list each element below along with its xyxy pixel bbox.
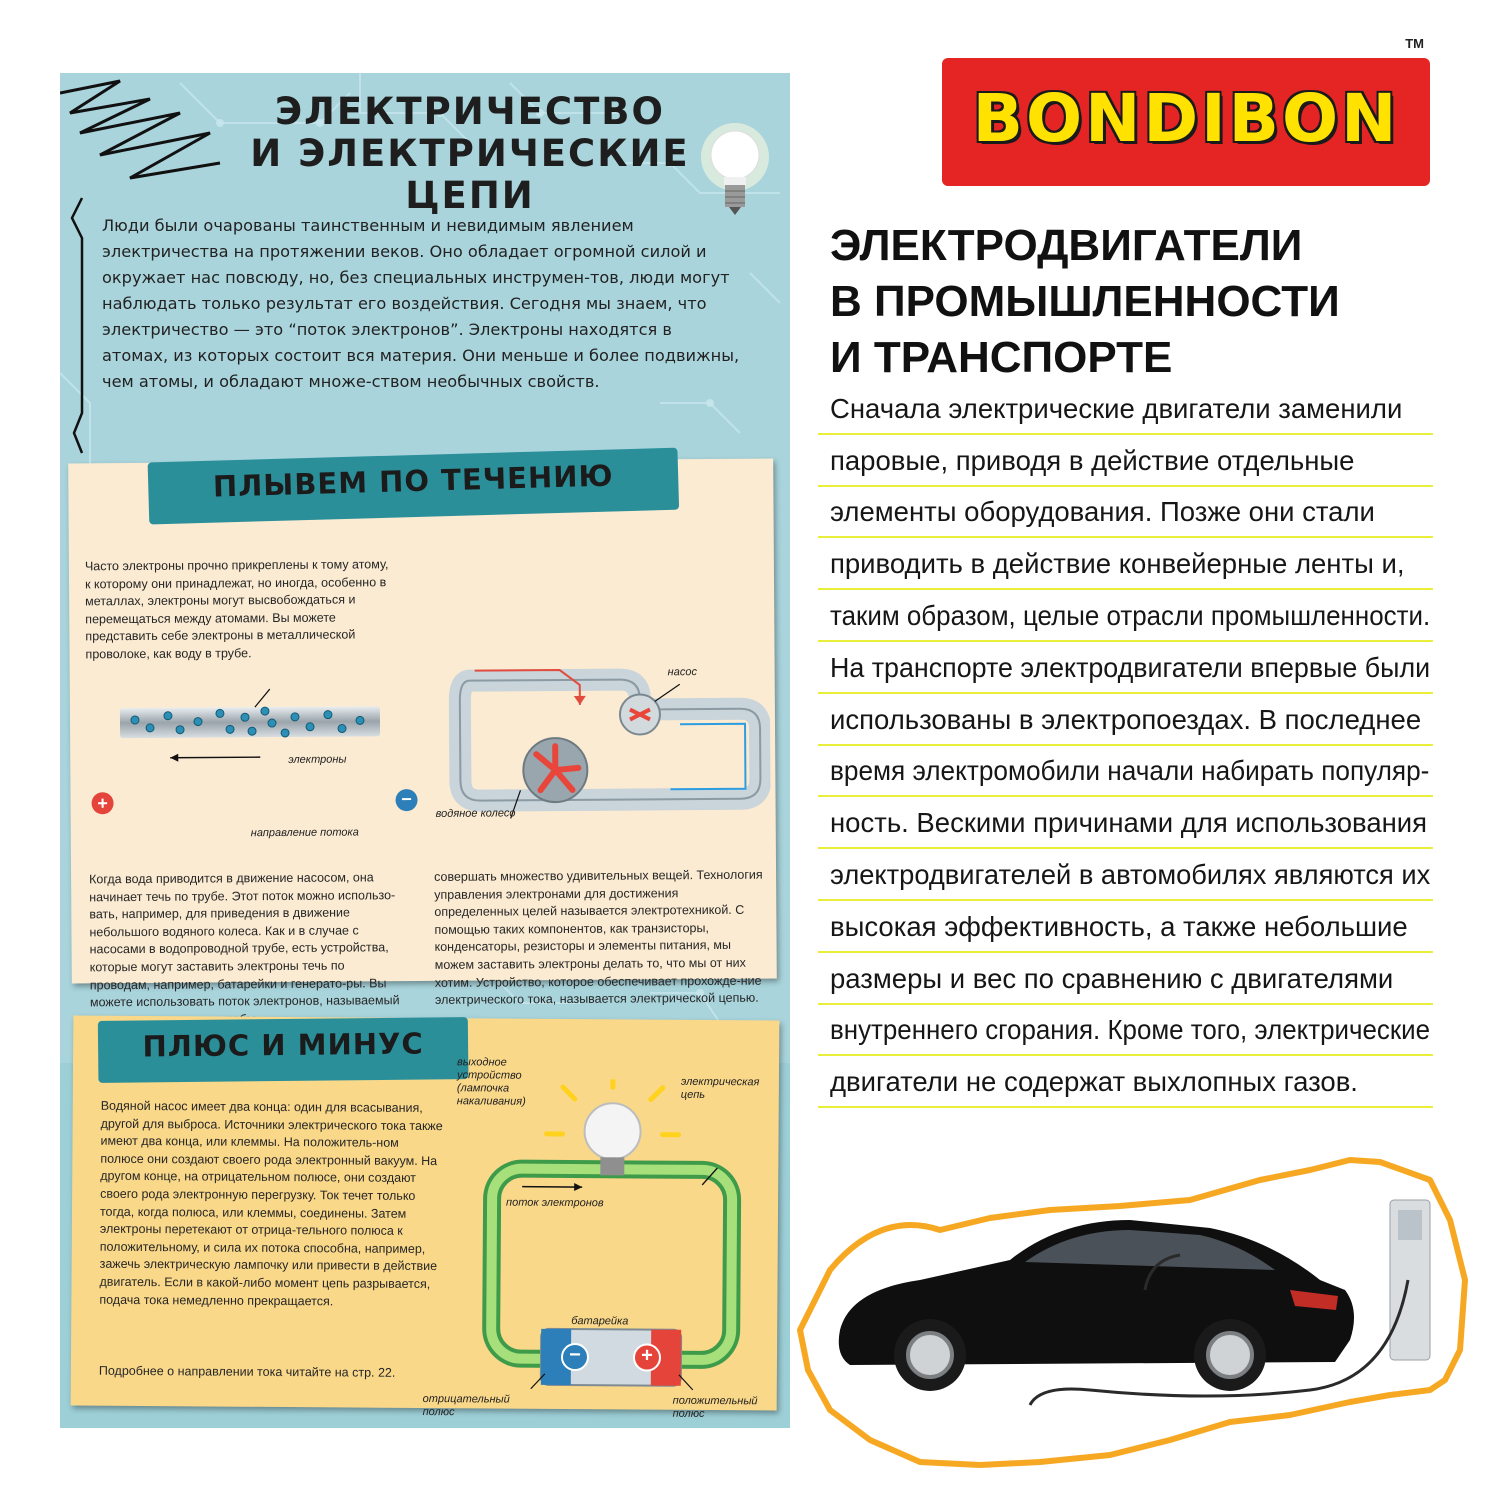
- electron-wire-diagram: [80, 676, 421, 768]
- article-body: [818, 383, 1433, 1108]
- circuit-loop-diagram: [461, 1075, 773, 1400]
- article-line-text: внутреннего сгорания. Кроме того, электрические: [830, 1014, 1431, 1046]
- label-output-device: выходное устройство (лампочка накаливания): [456, 1056, 526, 1108]
- label-electric-circuit: электрическая цепь: [680, 1075, 760, 1101]
- section-banner-plus-minus: [98, 1017, 469, 1083]
- plus-sign: +: [97, 793, 108, 814]
- article-line-text: использованы в электропоездах. В последнее: [830, 703, 1422, 735]
- article-line-text: размеры и вес по сравнению с двигателями: [830, 962, 1394, 994]
- article-heading-line2: В ПРОМЫШЛЕННОСТИ: [830, 277, 1340, 326]
- battery-minus-sign: −: [569, 1344, 581, 1367]
- article-line: [818, 849, 1433, 901]
- article-line-text: приводить в действие конвейерные ленты и,: [830, 548, 1405, 580]
- article-line: [818, 487, 1433, 539]
- booklet-title: [210, 91, 730, 217]
- article-line: [818, 953, 1433, 1005]
- section2-text: Водяной насос имеет два конца: один для всасывания, другой для выброса. Источники электрического тока также имеют два конца, или клеммы. На положитель-ном полюсе они создают своего рода электронный вакуум. На другом конце, на отрицательном полюсе, они создают своего рода электронную перегрузку. Ток течет только тогда, когда полюса, или клеммы, соединены. Затем электроны перетекают от отрица-тельного полюса к положительному, и сила их потока способна, например, зажечь электрическую лампочку или привести в действие двигатель. Если в какой-либо момент цепь разрывается, подача тока немедленно прекращается.: [99, 1098, 443, 1308]
- section1-text-col1: Когда вода приводится в движение насосом, она начинает течь по трубе. Этот поток можно использо-вать, например, для приведения в движение небольшого водяного колеса. Как и в случае с насосами в водопроводной трубе, есть устройства, которые могут заставить электроны течь по проводам, например, батарейки и генерато-ры. Вы можете использовать поток электронов, называемый: [89, 870, 400, 1010]
- water-pipe-loop-diagram: [439, 639, 771, 861]
- booklet-title-line2: И ЭЛЕКТРИЧЕСКИЕ ЦЕПИ: [250, 132, 690, 217]
- article-line: [818, 1005, 1433, 1057]
- label-water-wheel: водяное колесо: [435, 807, 516, 820]
- booklet-page: [60, 73, 790, 1428]
- label-flow-direction: направление потока: [250, 826, 359, 840]
- section-title-flow: ПЛЫВЕМ ПО ТЕЧЕНИЮ: [212, 458, 614, 504]
- booklet-intro-text: Люди были очарованы таинственным и невидимым явлением электричества на протяжении веков. Оно обладает огромной силой и окружает нас повсюду, но, без специальных инструмен-тов, люди могут наблюдать только результат его воздействия. Сегодня мы знаем, что электричество — это “поток электронов”. Электроны находятся в атомах, из которых состоит вся материя. Они меньше и более подвижны, чем атомы, и обладают множе-ством необычных свойств.: [102, 216, 740, 391]
- article-line-text: электродвигателей в автомобилях являются их: [830, 858, 1431, 890]
- article-line-text: ность. Вескими причинами для использования: [830, 807, 1428, 839]
- brand-name: BONDIBON: [972, 80, 1400, 157]
- label-pump: насос: [667, 666, 698, 679]
- label-electrons: электроны: [288, 753, 347, 766]
- article-line: [818, 1056, 1433, 1108]
- label-negative-pole: отрицательный полюс: [422, 1392, 510, 1419]
- section2-footnote: Подробнее о направлении тока читайте на стр. 22.: [98, 1363, 396, 1380]
- article-line: [818, 383, 1433, 435]
- bondibon-logo: [942, 36, 1430, 186]
- article-line: [818, 694, 1433, 746]
- minus-sign: −: [401, 789, 412, 810]
- article-line-text: двигатели не содержат выхлопных газов.: [830, 1066, 1358, 1098]
- article-line-text: таким образом, целые отрасли промышленности.: [830, 599, 1431, 631]
- battery-plus-sign: +: [641, 1344, 653, 1367]
- label-positive-pole: положительный полюс: [672, 1394, 758, 1420]
- article-line-text: На транспорте электродвигатели впервые были: [830, 651, 1431, 683]
- label-electron-flow: поток электронов: [506, 1196, 604, 1210]
- article-line: [818, 901, 1433, 953]
- article-line: [818, 590, 1433, 642]
- section-card-flow: [68, 458, 777, 1010]
- article-line: [818, 746, 1433, 798]
- article-heading-line3: И ТРАНСПОРТЕ: [830, 333, 1173, 382]
- electric-car-illustration: [790, 1140, 1480, 1470]
- section1-text-top: Часто электроны прочно прикреплены к тому атому, к которому они принадлежат, но иногда, особенно в металлах, электроны могут высвобождаться и перемещаться между атомами. Вы можете представить себе электроны в металлической проволоке, как воду в трубе.: [84, 557, 389, 662]
- article-heading-line1: ЭЛЕКТРОДВИГАТЕЛИ: [830, 221, 1303, 270]
- section1-text-col2: совершать множество удивительных вещей. Технология управления электронами для достижения определенных целей называется электротехникой. С помощью таких компонентов, как транзисторы, конденсаторы, резисторы и элементы питания, мы можем заставить электроны делать то, что мы от них хотим. Устройство, которое обеспечивает прохожде-ние электрического тока, называется электрической цепью.: [434, 867, 763, 1008]
- article-line: [818, 797, 1433, 849]
- section-title-plus-minus: ПЛЮС И МИНУС: [142, 1026, 424, 1064]
- article-line-text: время электромобили начали набирать популяр-: [830, 755, 1430, 787]
- article-heading: [830, 218, 1470, 386]
- article-line: [818, 538, 1433, 590]
- booklet-title-line1: ЭЛЕКТРИЧЕСТВО: [275, 90, 665, 133]
- article-line-text: паровые, приводя в действие отдельные: [830, 444, 1355, 476]
- article-line-text: Сначала электрические двигатели заменили: [830, 392, 1403, 424]
- article-line-text: элементы оборудования. Позже они стали: [830, 496, 1375, 528]
- article-line: [818, 435, 1433, 487]
- article-line-text: высокая эффективность, а также небольшие: [830, 910, 1408, 942]
- trademark-symbol: TM: [1405, 36, 1424, 51]
- article-line: [818, 642, 1433, 694]
- label-battery: батарейка: [571, 1315, 629, 1328]
- section-card-plus-minus: [71, 1016, 780, 1420]
- car-charging-image: [790, 1140, 1480, 1470]
